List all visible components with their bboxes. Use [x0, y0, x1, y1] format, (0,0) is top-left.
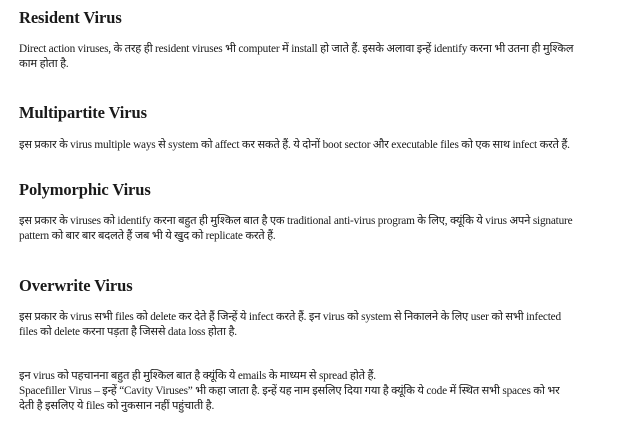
heading-overwrite-virus: Overwrite Virus [19, 276, 133, 295]
paragraph-line: Direct action viruses, के तरह ही resident viruses भी computer में install हो जाते हैं. इसके अलावा इन्हें identify करना भी उतना ही मुश्किल [19, 43, 574, 55]
paragraph-line: इस प्रकार के virus multiple ways से system को affect कर सकते हैं. ये दोनों boot sector और executable files को एक साथ infect करते हैं. [19, 139, 570, 151]
paragraph-line: काम होता है. [19, 58, 69, 70]
paragraph-line: इस प्रकार के virus सभी files को delete कर देते हैं जिन्हें ये infect करते हैं. इन virus को system से निकालने के लिए user को सभी infected [19, 311, 561, 323]
paragraph-line: इस प्रकार के viruses को identify करना बहुत ही मुश्किल बात है एक traditional anti-virus program के लिए, क्यूंकि ये virus अपने signature [19, 215, 573, 227]
heading-resident-virus: Resident Virus [19, 8, 122, 27]
paragraph-line: Spacefiller Virus – इन्हें “Cavity Viruses” भी कहा जाता है. इन्हें यह नाम इसलिए दिया गया है क्यूंकि ये code में स्थित सभी spaces को भर [19, 385, 560, 397]
paragraph-polymorphic-virus [19, 214, 619, 244]
paragraph-multipartite-virus [19, 138, 619, 153]
paragraph-overwrite-virus [19, 310, 619, 340]
paragraph-line: इन virus को पहचानना बहुत ही मुश्किल बात है क्यूंकि ये emails के माध्यम से spread होते हैं. [19, 370, 376, 382]
paragraph-line: files को delete करना पड़ता है जिससे data loss होता है. [19, 326, 237, 338]
heading-polymorphic-virus: Polymorphic Virus [19, 180, 151, 199]
paragraph-line: pattern को बार बार बदलते हैं जब भी ये खुद को replicate करते हैं. [19, 230, 276, 242]
paragraph-line: देती है इसलिए ये files को नुकसान नहीं पहुंचाती है. [19, 400, 215, 412]
heading-multipartite-virus: Multipartite Virus [19, 103, 147, 122]
paragraph-resident-virus [19, 42, 619, 72]
paragraph-closing [19, 369, 619, 414]
